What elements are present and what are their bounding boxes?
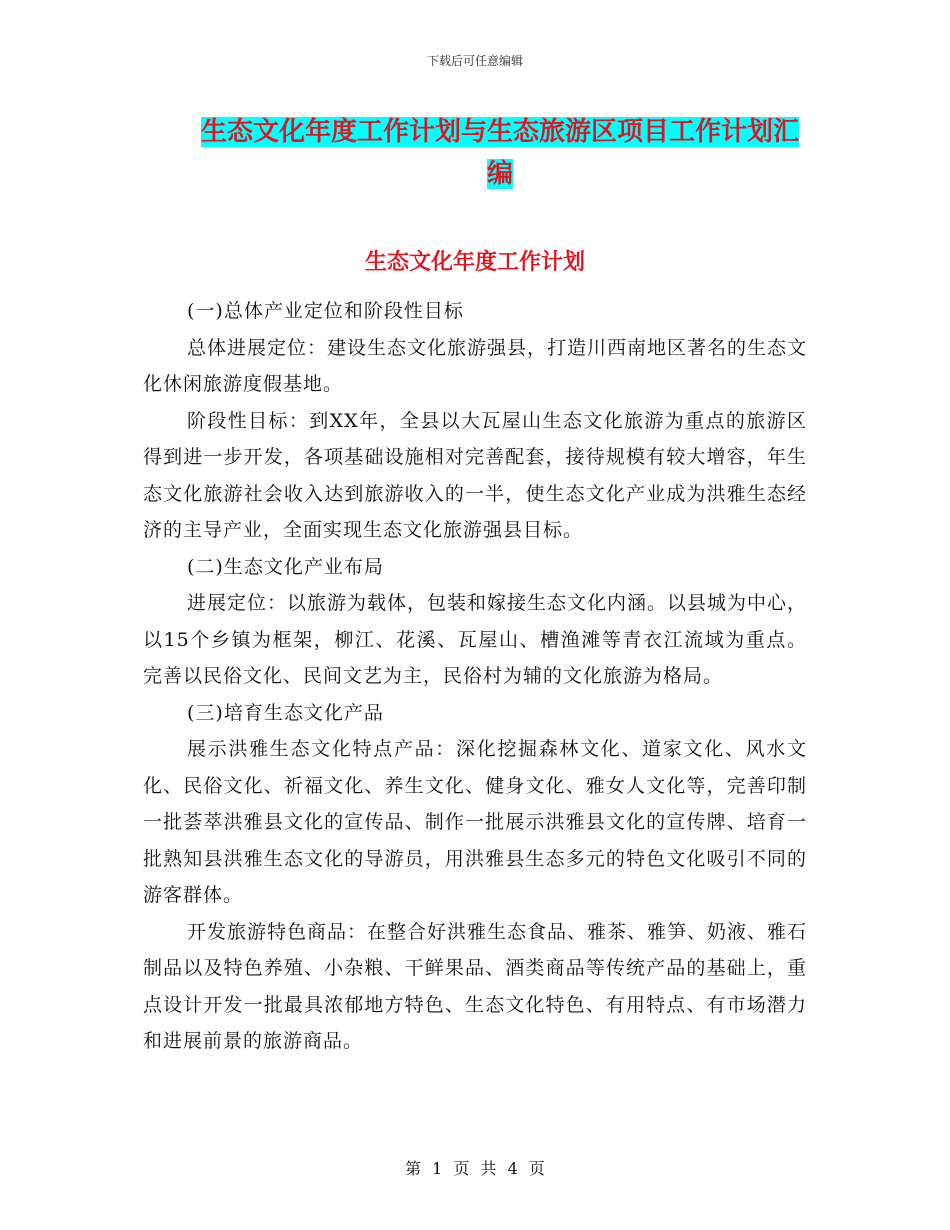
page-header: 下载后可任意编辑 — [426, 54, 523, 68]
paragraph: 进展定位：以旅游为载体，包装和嫁接生态文化内涵。以县城为中心，以15个乡镇为框架，柳江、花溪、瓦屋山、槽渔滩等青衣江流域为重点。完善以民俗文化、民间文艺为主，民俗村为辅的文化旅游为格局。 — [143, 592, 808, 687]
paragraph: 总体进展定位：建设生态文化旅游强县，打造川西南地区著名的生态文化休闲旅游度假基地。 — [143, 336, 808, 395]
document-body — [143, 293, 807, 1060]
section-title: 生态文化年度工作计划 — [364, 250, 585, 275]
paragraph: (二)生态文化产业布局 — [187, 555, 384, 578]
paragraph: 展示洪雅生态文化特点产品：深化挖掘森林文化、道家文化、风水文化、民俗文化、祈福文化、养生文化、健身文化、雅女人文化等，完善印制一批荟萃洪雅县文化的宣传品、制作一批展示洪雅县文化的宣传牌、培育一批熟知县洪雅生态文化的导游员，用洪雅县生态多元的特色文化吸引不同的游客群体。 — [143, 738, 807, 906]
paragraph: 开发旅游特色商品：在整合好洪雅生态食品、雅茶、雅笋、奶液、雅石制品以及特色养殖、小杂粮、干鲜果品、酒类商品等传统产品的基础上，重点设计开发一批最具浓郁地方特色、生态文化特色、有用特点、有市场潜力和进展前景的旅游商品。 — [143, 920, 808, 1052]
title-highlight-1: 生态文化年度工作计划与生态旅游区项目工作计划汇 — [200, 117, 799, 147]
paragraph: (一)总体产业定位和阶段性目标 — [187, 300, 464, 322]
document-title-line1 — [190, 110, 810, 154]
paragraph: 阶段性目标：到XX年，全县以大瓦屋山生态文化旅游为重点的旅游区得到进一步开发，各项基础设施相对完善配套，接待规模有较大增容，年生态文化旅游社会收入达到旅游收入的一半，使生态文化产业成为洪雅生态经济的主导产业，全面实现生态文化旅游强县目标。 — [143, 409, 807, 541]
paragraph: (三)培育生态文化产品 — [187, 701, 384, 724]
document-title-line2 — [190, 152, 810, 196]
page-number-footer: 第 1 页 共 4 页 — [405, 1159, 545, 1178]
title-highlight-2: 编 — [486, 159, 513, 189]
